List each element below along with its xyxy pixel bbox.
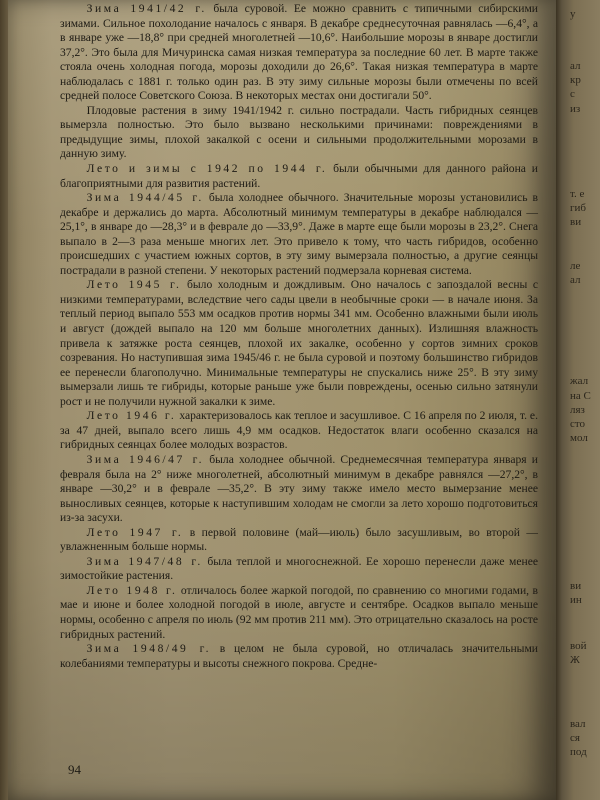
paragraph-lead: Зима 1941/42 г. [86, 2, 207, 15]
next-page-fragment: Ж [570, 654, 580, 666]
next-page-fragment: под [570, 746, 587, 758]
paragraph [60, 278, 538, 409]
next-page-fragment: кр [570, 74, 581, 86]
paragraph-lead: Лето 1945 г. [86, 278, 182, 292]
next-page-fragment: жал [570, 375, 589, 387]
paragraph-text: отличалось более жаркой погодой, по сравнению со многими годами, в мае и июне и более холодной погодой в июле, августе и сентябре. Осадков выпало меньше нормы, особенно с апреля по июль (92 мм против 211 мм). Это отрицательно сказалось на росте гибридных растений. [60, 583, 538, 641]
next-page-fragment: мол [570, 432, 588, 444]
next-page-edge [556, 0, 600, 800]
paragraph-lead: Зима 1947/48 г. [86, 554, 203, 568]
next-page-fragment: ви [570, 580, 582, 592]
paragraph [60, 191, 538, 278]
page-text [60, 2, 538, 671]
paragraph-text: была суровой. Ее можно сравнить с типичными сибирскими зимами. Сильное похолодание началось с января. В декабре среднесуточная равнялась —6,4°, а в январе уже —18,8° при средней многолетней —10,6°. Наибольшие морозы в январе достигли 37,2°. Это была для Мичуринска самая низкая температура за последние 60 лет. В марте также стояла очень холодная погода, морозы доходили до 26,6°. Такая низкая температура в марте наблюдалась с 1881 г. только один раз. В эту зиму сильные морозы были отмечены по всей средней полосе Советского Союза. В некоторых местах они достигали 50°. [60, 2, 538, 103]
next-page-fragment: ся [570, 732, 580, 744]
book-page [8, 0, 556, 800]
paragraph [60, 2, 538, 104]
next-page-fragment: ин [570, 594, 582, 606]
next-page-fragment: гиб [570, 202, 586, 214]
paragraph [60, 555, 538, 584]
paragraph-lead: Лето 1946 г. [86, 409, 177, 423]
page-number: 94 [68, 762, 81, 777]
paragraph-text: была теплой и многоснежной. Ее хорошо перенесли даже менее зимостойкие растения. [60, 554, 538, 583]
next-page-fragment: ле [570, 260, 581, 272]
next-page-fragment: ал [570, 274, 581, 286]
next-page-fragment: у [570, 8, 576, 20]
next-page-fragment: ал [570, 60, 581, 72]
next-page-fragment: ляз [570, 404, 585, 416]
paragraph [60, 162, 538, 191]
paragraph-text: Плодовые растения в зиму 1941/1942 г. сильно пострадали. Часть гибридных сеянцев вымерзла полностью. Это было вызвано несколькими причинами: повреждениями в предыдущие зимы, плохой закалкой с осени и сильными продолжительными морозами в данную зиму. [60, 103, 538, 161]
paragraph-lead: Зима 1946/47 г. [86, 452, 205, 466]
paragraph-text: в целом не была суровой, но отличалась значительными колебаниями температуры и высоты снежного покрова. Средне- [60, 642, 538, 670]
paragraph-lead: Лето и зимы с 1942 по 1944 г. [86, 162, 328, 176]
next-page-fragment: ви [570, 216, 582, 228]
paragraph-text: было холодным и дождливым. Оно началось с запоздалой весны с низкими температурами, вследствие чего сады цвели в необычные сроки — в начале июня. За теплый период выпало 553 мм осадков против нормы 341 мм. Особенно влажными были июль и август (дождей выпало на 120 мм больше многолетних данных). Излишняя влажность привела к затяжке роста сеянцев, плохой их закалке, особенно у сортов зимних сроков созревания. Но наступившая зима 1945/46 г. не была суровой и поэтому большинство гибридов ее перенесли благополучно. Минимальные температуры не спускались ниже 25°. В эту зиму вымерзали лишь те гибриды, которые раньше уже были повреждены, осенью сильно затянули рост и не получили нужной закалки к зиме. [60, 278, 538, 408]
paragraph-lead: Зима 1948/49 г. [86, 642, 212, 656]
next-page-fragment: сто [570, 418, 586, 430]
paragraph [60, 584, 538, 642]
paragraph [60, 526, 538, 555]
next-page-fragment: из [570, 103, 581, 115]
next-page-fragment: с [570, 88, 575, 100]
paragraph-lead: Зима 1944/45 г. [86, 191, 204, 205]
paragraph [60, 642, 538, 671]
next-page-fragment: вал [570, 718, 586, 730]
paragraph-text: характеризовалось как теплое и засушливое. С 16 апреля по 2 июля, т. е. за 47 дней, выпало всего лишь 4,9 мм осадков. Недостаток влаги особенно сказался на гибридных сеянцах более молодых возрастов. [60, 409, 538, 452]
paragraph-lead: Лето 1948 г. [86, 583, 178, 597]
next-page-fragment: т. е [570, 188, 585, 200]
paragraph [60, 104, 538, 162]
paragraph-text: была холоднее обычного. Значительные морозы установились в декабре и держались до марта. Абсолютный минимум температуры в декабре наблюдался —25,1°, в январе до —28,3° и в феврале до —33,9°. Даже в марте еще были морозы в 23,2°. Снега выпало в 2—3 раза меньше многих лет. Это привело к тому, что часть гибридов, особенно происшедших с участием южных сортов, в эту зиму вымерзала полностью, а другие сеянцы пострадали в разной степени. У некоторых растений подмерзала корневая система. [60, 191, 539, 277]
paragraph-text: в первой половине (май—июль) было засушливым, во второй — увлажненным больше нормы. [60, 525, 538, 554]
next-page-fragment: вой [570, 640, 587, 652]
next-page-fragment: на С [570, 390, 591, 402]
paragraph-text: были обычными для данного района и благоприятными для развития растений. [60, 162, 538, 190]
paragraph-text: была холоднее обычной. Среднемесячная температура января и февраля была на 2° ниже многолетней, абсолютный минимум в декабре равнялся —27,2°, в январе —30,2° и в феврале —35,2°. В эту зиму также имело место вымерзание менее выносливых сеянцев, которые к наступившим холодам не смогли за лето хорошо подготовиться из-за засухи. [60, 452, 538, 525]
paragraph [60, 453, 538, 526]
paragraph [60, 409, 538, 453]
paragraph-lead: Лето 1947 г. [86, 525, 184, 539]
